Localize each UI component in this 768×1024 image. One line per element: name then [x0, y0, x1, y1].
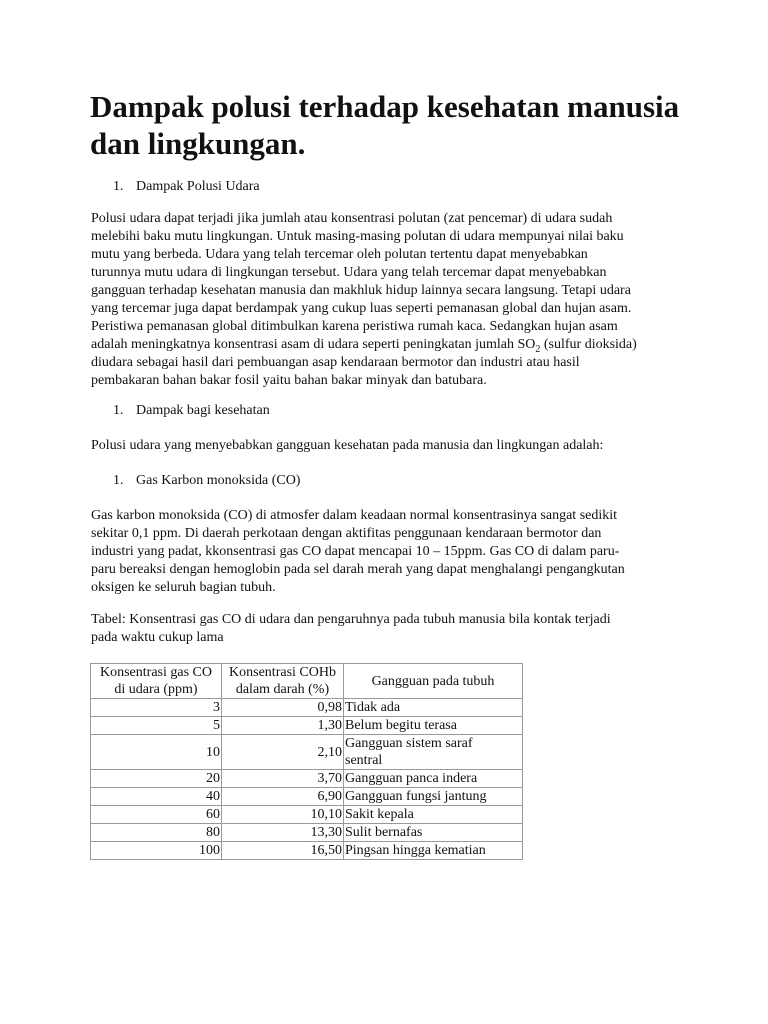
cell-cohb: 16,50 — [222, 842, 344, 860]
cell-ppm: 40 — [91, 788, 222, 806]
cell-effect: Sulit bernafas — [344, 824, 523, 842]
table-row — [91, 770, 523, 788]
cell-ppm: 60 — [91, 806, 222, 824]
cell-effect: Pingsan hingga kematian — [344, 842, 523, 860]
list-number: 1. — [113, 473, 124, 488]
caption-line: pada waktu cukup lama — [91, 630, 224, 645]
list-item-label: Dampak Polusi Udara — [136, 179, 260, 194]
table-header-row — [91, 664, 523, 699]
table-row — [91, 842, 523, 860]
paragraph-line-so2 — [91, 336, 691, 354]
paragraph-line: Peristiwa pemanasan global ditimbulkan karena peristiwa rumah kaca. Sedangkan hujan asam — [91, 319, 618, 334]
list-item-label: Gas Karbon monoksida (CO) — [136, 473, 301, 488]
cell-ppm: 100 — [91, 842, 222, 860]
header-gangguan: Gangguan pada tubuh — [344, 664, 523, 699]
cell-cohb: 10,10 — [222, 806, 344, 824]
cell-effect: Belum begitu terasa — [344, 717, 523, 735]
list-number: 1. — [113, 403, 124, 418]
paragraph-line: oksigen ke seluruh bagian tubuh. — [91, 580, 276, 595]
cell-cohb: 2,10 — [222, 735, 344, 770]
cell-effect: Gangguan fungsi jantung — [344, 788, 523, 806]
paragraph-line: turunnya mutu udara di lingkungan tersebut. Udara yang telah tercemar dapat menyebabkan — [91, 265, 607, 280]
cell-effect: Tidak ada — [344, 699, 523, 717]
cell-cohb: 3,70 — [222, 770, 344, 788]
title-line: Dampak polusi terhadap kesehatan manusia — [90, 89, 680, 124]
cell-cohb: 0,98 — [222, 699, 344, 717]
paragraph-line: Polusi udara dapat terjadi jika jumlah atau konsentrasi polutan (zat pencemar) di udara sudah — [91, 211, 613, 226]
so2-text-after: (sulfur dioksida) — [540, 337, 637, 352]
table-caption — [91, 611, 691, 647]
cell-ppm: 10 — [91, 735, 222, 770]
paragraph-line: industri yang padat, kkonsentrasi gas CO dapat mencapai 10 – 15ppm. Gas CO di dalam paru- — [91, 544, 620, 559]
cell-ppm: 80 — [91, 824, 222, 842]
paragraph-polusi-udara — [91, 210, 691, 390]
table-body — [91, 699, 523, 860]
list-item-dampak-kesehatan — [113, 402, 270, 420]
table-row — [91, 824, 523, 842]
paragraph-line: yang tercemar juga dapat berdampak yang cukup luas seperti pemanasan global dan hujan asam. — [91, 301, 632, 316]
table-row — [91, 735, 523, 770]
paragraph-line: sekitar 0,1 ppm. Di daerah perkotaan dengan aktifitas penggunaan kendaraan bermotor dan — [91, 526, 602, 541]
list-number: 1. — [113, 179, 124, 194]
list-item-dampak-polusi-udara — [113, 178, 260, 196]
caption-line: Tabel: Konsentrasi gas CO di udara dan pengaruhnya pada tubuh manusia bila kontak terjadi — [91, 612, 611, 627]
title-line: dan lingkungan. — [90, 126, 306, 161]
cell-cohb: 6,90 — [222, 788, 344, 806]
paragraph-line: diudara sebagai hasil dari pembuangan asap kendaraan bermotor dan industri atau hasil — [91, 355, 580, 370]
cell-ppm: 3 — [91, 699, 222, 717]
paragraph-line: paru bereaksi dengan hemoglobin pada sel darah merah yang dapat menghalangi pengangkutan — [91, 562, 625, 577]
cell-effect: Sakit kepala — [344, 806, 523, 824]
header-co-ppm: Konsentrasi gas CO di udara (ppm) — [91, 664, 222, 699]
cell-ppm: 5 — [91, 717, 222, 735]
table-row — [91, 806, 523, 824]
paragraph-line: gangguan terhadap kesehatan manusia dan makhluk hidup lainnya secara langsung. Tetapi udara — [91, 283, 631, 298]
cell-ppm: 20 — [91, 770, 222, 788]
co-concentration-table — [90, 663, 523, 860]
table-row — [91, 717, 523, 735]
paragraph-line: Gas karbon monoksida (CO) di atmosfer dalam keadaan normal konsentrasinya sangat sedikit — [91, 508, 618, 523]
list-item-gas-co — [113, 472, 300, 490]
paragraph-gangguan-kesehatan: Polusi udara yang menyebabkan gangguan kesehatan pada manusia dan lingkungan adalah: — [91, 438, 604, 453]
cell-cohb: 13,30 — [222, 824, 344, 842]
paragraph-line: melebihi baku mutu lingkungan. Untuk masing-masing polutan di udara mempunyai nilai baku — [91, 229, 624, 244]
table-row — [91, 699, 523, 717]
cell-cohb: 1,30 — [222, 717, 344, 735]
cell-effect: Gangguan panca indera — [344, 770, 523, 788]
table-row — [91, 788, 523, 806]
list-item-label: Dampak bagi kesehatan — [136, 403, 270, 418]
so2-subscript: 2 — [535, 343, 541, 355]
header-cohb-percent: Konsentrasi COHb dalam darah (%) — [222, 664, 344, 699]
page-title — [90, 88, 710, 162]
paragraph-karbon-monoksida — [91, 507, 691, 597]
paragraph-line: pembakaran bahan bakar fosil yaitu bahan bakar minyak dan batubara. — [91, 373, 487, 388]
so2-text-before: adalah meningkatnya konsentrasi asam di udara seperti peningkatan jumlah SO — [91, 337, 536, 352]
paragraph-line: mutu yang berbeda. Udara yang telah tercemar oleh polutan tertentu dapat menyebabkan — [91, 247, 588, 262]
cell-effect: Gangguan sistem saraf sentral — [344, 735, 523, 770]
